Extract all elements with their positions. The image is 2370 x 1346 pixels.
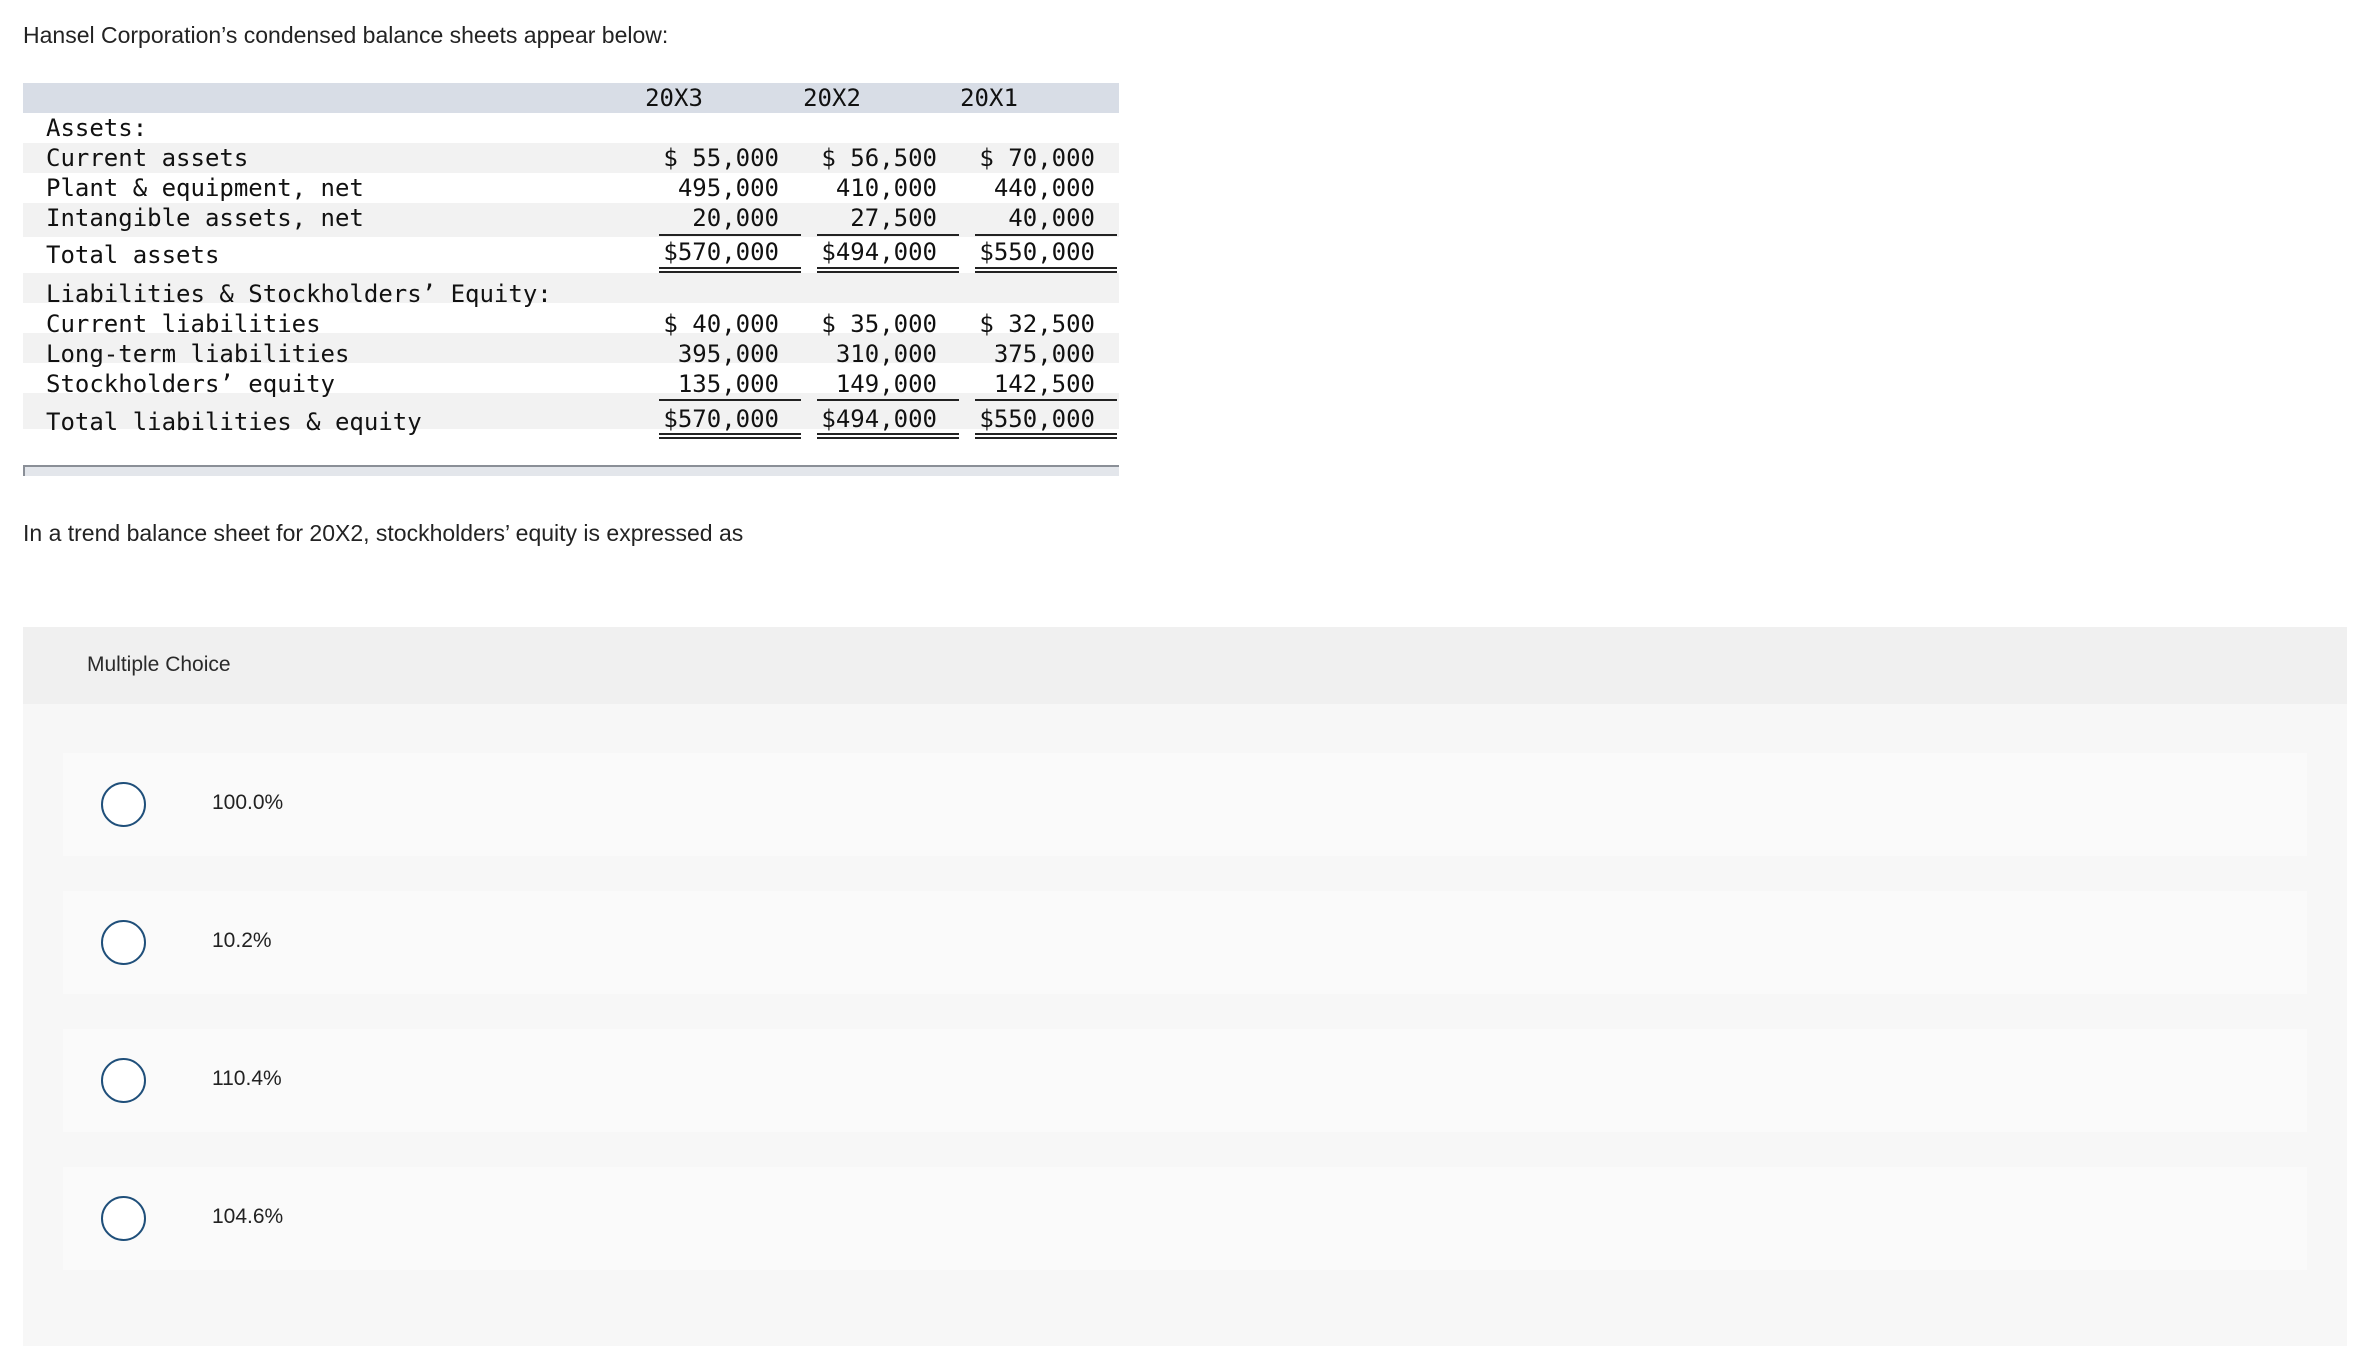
radio-button[interactable]	[101, 1196, 146, 1241]
answer-option-3[interactable]	[63, 1029, 2307, 1132]
subtotal-rule	[659, 399, 801, 401]
multiple-choice-header	[23, 627, 2347, 704]
cell-value-total: $494,000	[821, 238, 937, 266]
column-header-20x1: 20X1	[960, 84, 1018, 112]
total-double-rule	[817, 267, 959, 273]
intro-text: Hansel Corporation’s condensed balance sheets appear below:	[23, 22, 669, 48]
cell-value: $ 35,000	[821, 310, 937, 338]
total-double-rule	[975, 433, 1117, 439]
subtotal-rule	[817, 234, 959, 236]
total-double-rule	[659, 267, 801, 273]
radio-button[interactable]	[101, 920, 146, 965]
answer-option-label: 104.6%	[212, 1205, 284, 1228]
cell-value-total: $550,000	[979, 238, 1095, 266]
cell-value: 27,500	[850, 204, 937, 232]
total-double-rule	[975, 267, 1117, 273]
subtotal-rule	[975, 399, 1117, 401]
subtotal-rule	[817, 399, 959, 401]
answer-option-label: 110.4%	[212, 1067, 282, 1090]
answer-option-label: 100.0%	[212, 791, 284, 814]
cell-value-total: $570,000	[663, 238, 779, 266]
cell-value: 20,000	[692, 204, 779, 232]
cell-value: 40,000	[1008, 204, 1095, 232]
cell-value: $ 70,000	[979, 144, 1095, 172]
liabilities-heading: Liabilities & Stockholders’ Equity:	[46, 280, 552, 308]
row-label: Current assets	[46, 144, 249, 172]
cell-value: 395,000	[677, 340, 779, 368]
cell-value: 495,000	[677, 174, 779, 202]
cell-value: $ 55,000	[663, 144, 779, 172]
cell-value: 310,000	[835, 340, 937, 368]
radio-button[interactable]	[101, 1058, 146, 1103]
row-label-total: Total assets	[46, 241, 220, 269]
balance-sheet-table	[23, 83, 1119, 477]
cell-value: 375,000	[993, 340, 1095, 368]
row-label: Plant & equipment, net	[46, 174, 364, 202]
cell-value: 410,000	[835, 174, 937, 202]
column-header-20x3: 20X3	[645, 84, 703, 112]
multiple-choice-panel	[23, 627, 2347, 1346]
row-label: Stockholders’ equity	[46, 370, 335, 398]
cell-value: $ 40,000	[663, 310, 779, 338]
answer-option-1[interactable]	[63, 753, 2307, 856]
cell-value-total: $550,000	[979, 405, 1095, 433]
table-footer-bar	[23, 465, 1119, 476]
cell-value-total: $494,000	[821, 405, 937, 433]
answer-option-2[interactable]	[63, 891, 2307, 994]
multiple-choice-title: Multiple Choice	[87, 653, 231, 676]
row-label: Long-term liabilities	[46, 340, 350, 368]
row-label: Current liabilities	[46, 310, 321, 338]
cell-value: 440,000	[993, 174, 1095, 202]
cell-value: 142,500	[993, 370, 1095, 398]
row-label: Intangible assets, net	[46, 204, 364, 232]
cell-value: 149,000	[835, 370, 937, 398]
radio-button[interactable]	[101, 782, 146, 827]
total-double-rule	[817, 433, 959, 439]
subtotal-rule	[975, 234, 1117, 236]
column-header-20x2: 20X2	[803, 84, 861, 112]
cell-value-total: $570,000	[663, 405, 779, 433]
subtotal-rule	[659, 234, 801, 236]
cell-value: $ 32,500	[979, 310, 1095, 338]
total-double-rule	[659, 433, 801, 439]
cell-value: $ 56,500	[821, 144, 937, 172]
answer-option-4[interactable]	[63, 1167, 2307, 1270]
assets-heading: Assets:	[46, 114, 148, 142]
cell-value: 135,000	[677, 370, 779, 398]
answer-option-label: 10.2%	[212, 929, 272, 952]
question-text: In a trend balance sheet for 20X2, stockholders’ equity is expressed as	[23, 520, 744, 546]
row-label-total: Total liabilities & equity	[46, 408, 422, 436]
